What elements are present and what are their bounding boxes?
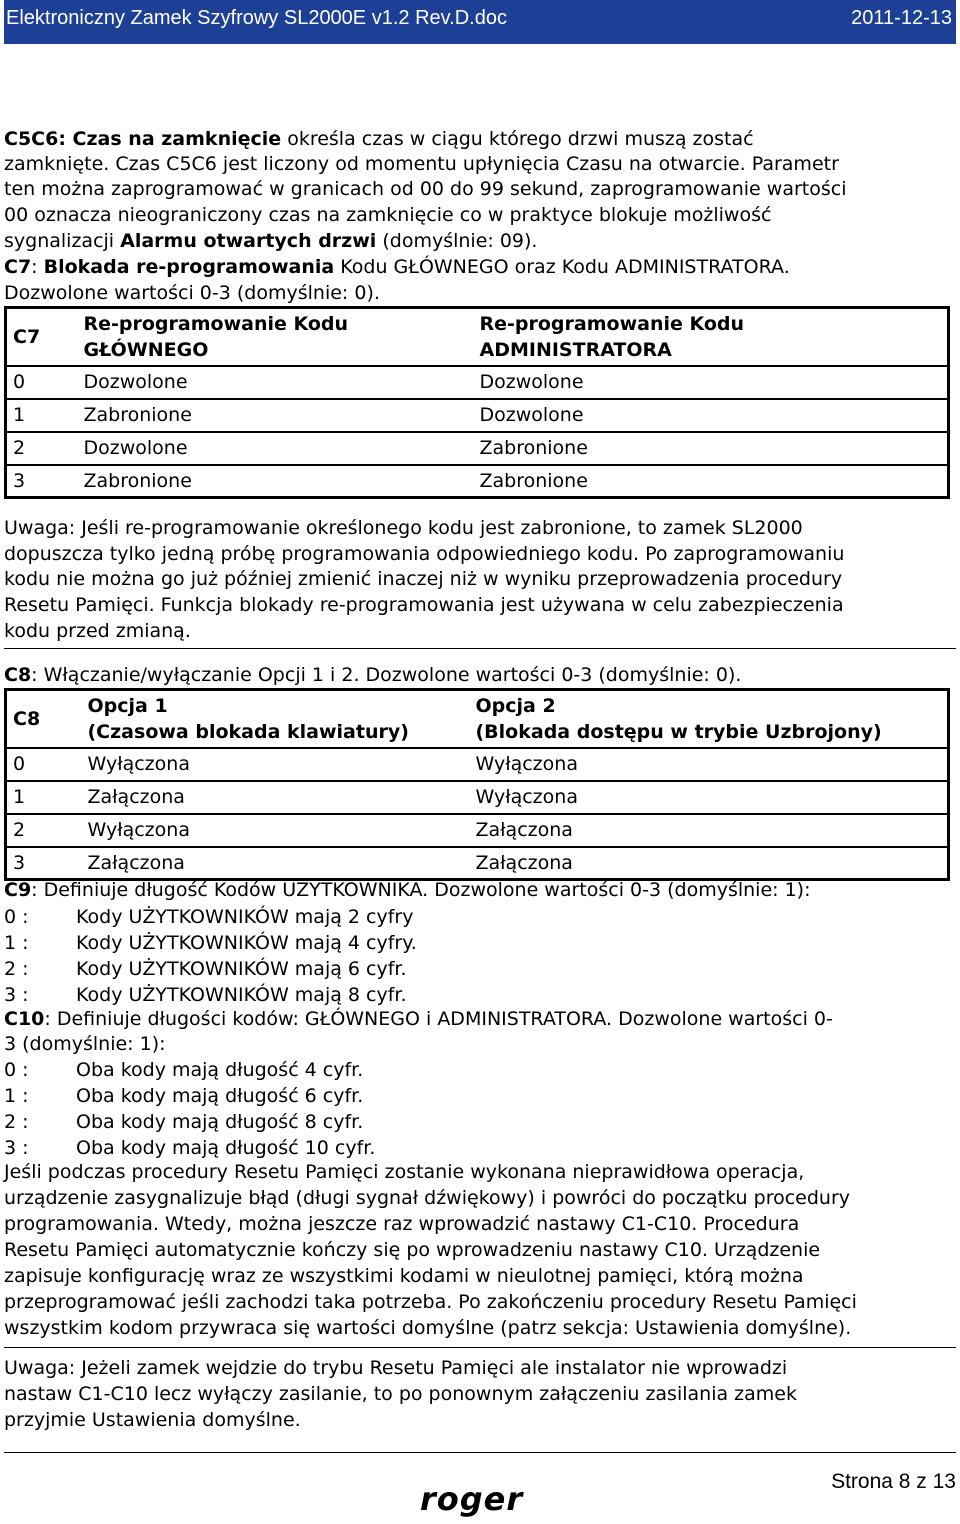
note-line-3: przyjmie Ustawienia domyślne. [4, 1409, 301, 1431]
c5c6-line-1: C5C6: Czas na zamknięcie określa czas w ciągu którego drzwi muszą zostać [4, 128, 754, 150]
list-item: 1 : Oba kody mają długość 6 cyfr. [4, 1085, 364, 1107]
c8-table-header-option-2: Opcja 2 (Blokada dostępu w trybie Uzbrojony) [470, 690, 949, 748]
c5c6-line-3: ten można zaprogramować w granicach od 00 do 99 sekund, zaprogramowanie wartości [4, 178, 847, 200]
document-date: 2011-12-13 [851, 7, 952, 29]
note-line-2: nastaw C1-C10 lecz wyłączy zasilanie, to po ponownym załączeniu zasilania zamek [4, 1383, 797, 1405]
c7-heading: C7: Blokada re-programowania Kodu GŁÓWNEGO oraz Kodu ADMINISTRATORA. [4, 256, 790, 278]
table-row: 2 Dozwolone Zabronione [6, 432, 949, 465]
c7-note-line-3: kodu nie można go już później zmienić inaczej niż w wyniku przeprowadzenia procedury [4, 568, 843, 590]
c7-table-header-admin: Re-programowanie Kodu ADMINISTRATORA [474, 308, 949, 366]
list-item: 3 : Kody UŻYTKOWNIKÓW mają 8 cyfr. [4, 984, 407, 1006]
reset-paragraph-line-5: zapisuje konfigurację wraz ze wszystkimi kodami w nieulotnej pamięci, którą można [4, 1265, 804, 1287]
c5c6-line-4: 00 oznacza nieograniczony czas na zamknięcie co w praktyce blokuje możliwość [4, 204, 772, 226]
c7-note-line-2: dopuszcza tylko jedną próbę programowania odpowiedniego kodu. Po zaprogramowaniu [4, 543, 845, 565]
c5c6-line-2: zamknięte. Czas C5C6 jest liczony od momentu upłynięcia Czasu na otwarcie. Parametr [4, 153, 839, 175]
list-item: 0 : Oba kody mają długość 4 cyfr. [4, 1059, 364, 1081]
reset-paragraph-line-2: urządzenie zasygnalizuje błąd (długi sygnał dźwiękowy) i powróci do początku procedury [4, 1187, 851, 1209]
reset-paragraph-line-7: wszystkim kodom przywraca się wartości domyślne (patrz sekcja: Ustawienia domyślne). [4, 1317, 852, 1339]
table-row: 0 Wyłączona Wyłączona [6, 748, 949, 781]
list-item: 0 : Kody UŻYTKOWNIKÓW mają 2 cyfry [4, 906, 414, 928]
list-item: 2 : Oba kody mają długość 8 cyfr. [4, 1111, 364, 1133]
reset-paragraph-line-4: Resetu Pamięci automatycznie kończy się po wprowadzeniu nastawy C10. Urządzenie [4, 1239, 821, 1261]
c7-note-line-1: Uwaga: Jeśli re-programowanie określonego kodu jest zabronione, to zamek SL2000 [4, 517, 803, 539]
page-number: Strona 8 z 13 [831, 1470, 956, 1493]
footer-divider [4, 1452, 956, 1453]
reset-paragraph-line-1: Jeśli podczas procedury Resetu Pamięci zostanie wykonana nieprawidłowa operacja, [4, 1161, 805, 1183]
reset-paragraph-line-3: programowania. Wtedy, można jeszcze raz wprowadzić nastawy C1-C10. Procedura [4, 1213, 800, 1235]
reset-paragraph-line-6: przeprogramować jeśli zachodzi taka potrzeba. Po zakończeniu procedury Resetu Pamięci [4, 1291, 857, 1313]
divider [4, 1347, 956, 1348]
c8-table [4, 688, 950, 881]
c7-table-header-main: Re-programowanie Kodu GŁÓWNEGO [78, 308, 474, 366]
table-row: 0 Dozwolone Dozwolone [6, 366, 949, 399]
table-row: 3 Załączona Załączona [13, 851, 573, 874]
c7-allowed-values: Dozwolone wartości 0-3 (domyślnie: 0). [4, 282, 380, 304]
c8-table-header-code: C8 [6, 690, 82, 748]
c8-table-header-option-1: Opcja 1 (Czasowa blokada klawiatury) [82, 690, 470, 748]
c5c6-line-5: sygnalizacji Alarmu otwartych drzwi (domyślnie: 09). [4, 230, 538, 252]
c7-table-header-code: C7 [6, 308, 78, 366]
table-row: 1 Zabronione Dozwolone [6, 399, 949, 432]
list-item: 3 : Oba kody mają długość 10 cyfr. [4, 1137, 376, 1159]
roger-logo: roger [420, 1480, 524, 1518]
c9-list [4, 904, 417, 1008]
c9-heading: C9: Definiuje długość Kodów UŻYTKOWNIKA. Dozwolone wartości 0-3 (domyślnie: 1): [4, 879, 811, 901]
c7-table [4, 306, 950, 499]
divider [4, 648, 956, 649]
document-title: Elektroniczny Zamek Szyfrowy SL2000E v1.2 Rev.D.doc [6, 7, 507, 29]
table-row: 1 Załączona Wyłączona [6, 781, 949, 814]
table-row: 2 Wyłączona Załączona [6, 814, 949, 847]
list-item: 1 : Kody UŻYTKOWNIKÓW mają 4 cyfry. [4, 932, 417, 954]
note-line-1: Uwaga: Jeżeli zamek wejdzie do trybu Resetu Pamięci ale instalator nie wprowadzi [4, 1357, 788, 1379]
table-row: 3 Zabronione Zabronione [13, 469, 588, 492]
c10-list [4, 1057, 375, 1161]
document-header [4, 0, 956, 44]
c7-note-line-5: kodu przed zmianą. [4, 620, 191, 642]
list-item: 2 : Kody UŻYTKOWNIKÓW mają 6 cyfr. [4, 958, 407, 980]
c8-table-header [6, 690, 949, 748]
c7-table-header [6, 308, 949, 366]
c10-allowed-values: 3 (domyślnie: 1): [4, 1033, 166, 1055]
c8-heading: C8: Włączanie/wyłączanie Opcji 1 i 2. Dozwolone wartości 0-3 (domyślnie: 0). [4, 664, 742, 686]
c10-heading: C10: Definiuje długości kodów: GŁÓWNEGO i ADMINISTRATORA. Dozwolone wartości 0- [4, 1008, 833, 1030]
c7-note-line-4: Resetu Pamięci. Funkcja blokady re-programowania jest używana w celu zabezpieczenia [4, 594, 844, 616]
